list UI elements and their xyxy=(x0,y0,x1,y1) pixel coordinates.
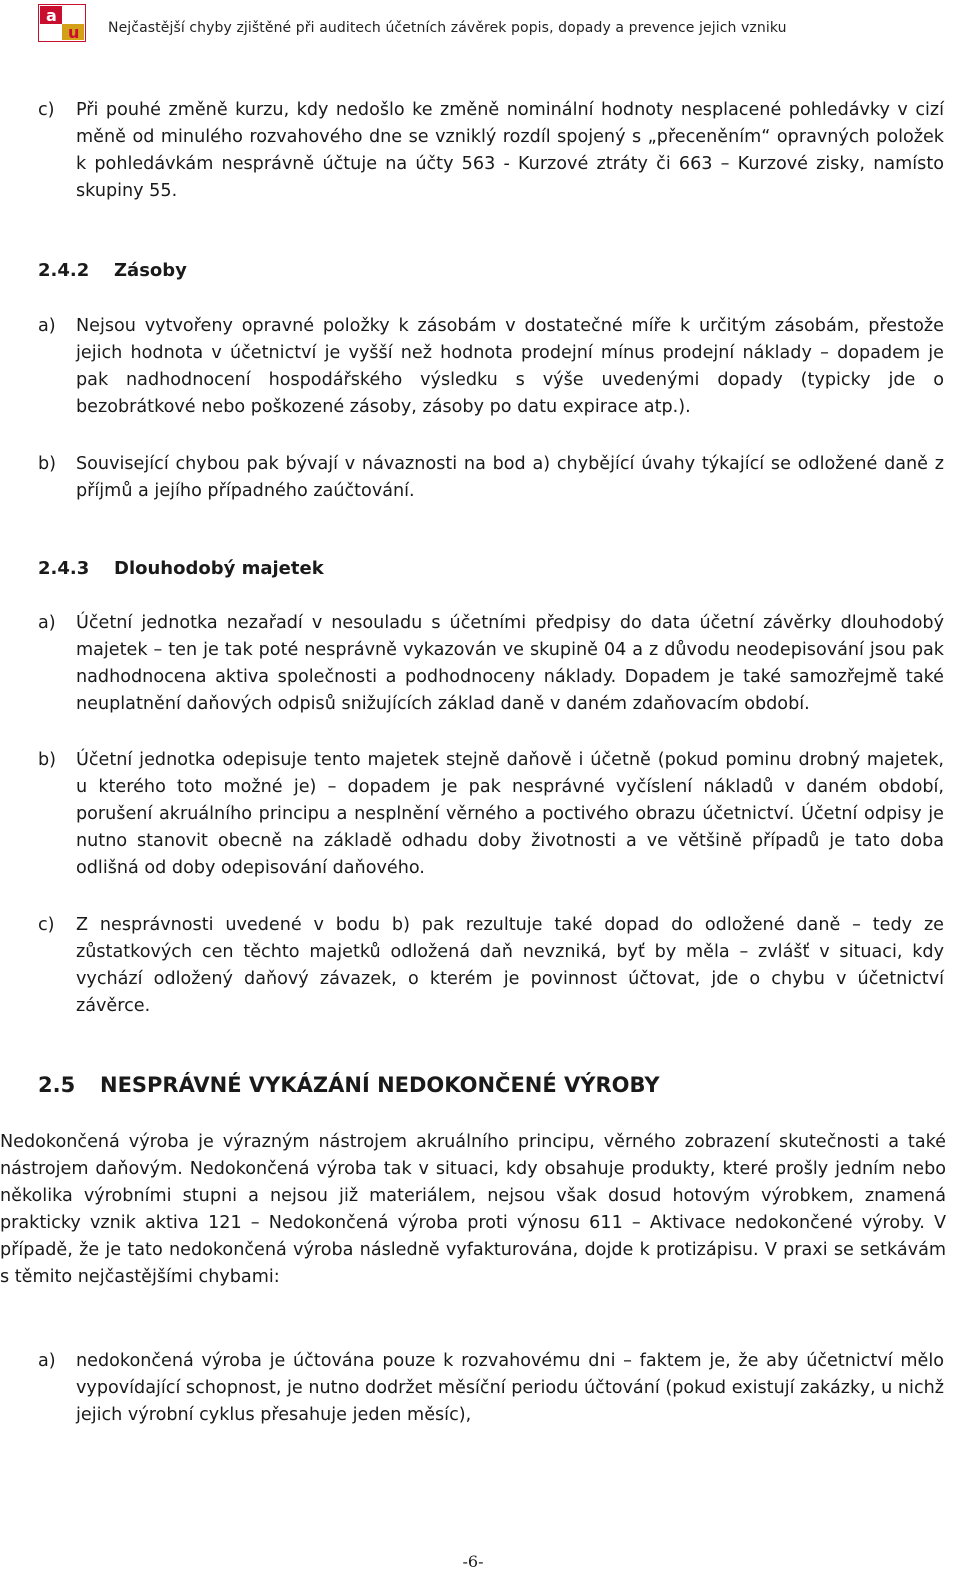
list-item-text: Nejsou vytvořeny opravné položky k zásobám v dostatečné míře k určitým zásobám, přestože jejich hodnota v účetnictví je vyšší než hodnota prodejní mínus prodejní náklady – dopadem je pak nadhodnocení hospodářského výsledku s výše uvedenými dopady (typicky jde o bezobrátkové nebo poškozené zásoby, zásoby po datu expirace atp.). xyxy=(76,316,944,417)
svg-text:u: u xyxy=(68,23,80,42)
list-item-243-c xyxy=(38,912,944,1020)
section-heading-2-4-3 xyxy=(38,558,324,579)
section-heading-2-4-2 xyxy=(38,260,187,281)
svg-text:a: a xyxy=(46,6,57,25)
list-item-label: c) xyxy=(38,915,55,935)
header-title: Nejčastější chyby zjištěné při auditech účetních závěrek popis, dopady a prevence jejich vzniku xyxy=(108,20,787,36)
list-item-text: Účetní jednotka odepisuje tento majetek stejně daňově i účetně (pokud pominu drobný majetek, u kterého toto možné je) – dopadem je pak nesprávné vyčíslení nákladů v daném období, porušení akruálního principu a nesplnění věrného a poctivého obrazu účetnictví. Účetní odpisy je nutno stanovit obecně na základě odhadu doby životnosti a ve většině případů je tato doba odlišná od doby odepisování daňového. xyxy=(76,750,944,878)
list-item-242-a xyxy=(38,313,944,421)
list-item-cont-c xyxy=(38,97,944,205)
section-title: Dlouhodobý majetek xyxy=(114,558,324,579)
list-item-243-a xyxy=(38,610,944,718)
section-number: 2.4.2 xyxy=(38,260,90,281)
section-heading-2-5 xyxy=(38,1073,660,1097)
list-item-label: a) xyxy=(38,613,56,633)
list-item-text: Související chybou pak bývají v návaznosti na bod a) chybějící úvahy týkající se odložené daně z příjmů a jejího případného zaúčtování. xyxy=(76,454,944,501)
list-item-text: Účetní jednotka nezařadí v nesouladu s účetními předpisy do data účetní závěrky dlouhodobý majetek – ten je tak poté nesprávně vykazován ve skupině 04 a z důvodu neodepisování jsou pak nadhodnocena aktiva společnosti a podhodnoceny náklady. Dopadem je také samozřejmě také neuplatnění daňových odpisů snižujících základ daně v daném zdaňovacím období. xyxy=(76,613,944,714)
section-number: 2.5 xyxy=(38,1073,76,1097)
list-item-242-b xyxy=(38,451,944,505)
list-item-text: Z nesprávnosti uvedené v bodu b) pak rezultuje také dopad do odložené daně – tedy ze zůstatkových cen těchto majetků odložená daň nevzniká, byť by měla – zvlášť v situaci, kdy vychází odložený daňový závazek, o kterém je povinnost účtovat, jde o chybu v účetnictví závěrce. xyxy=(76,915,944,1016)
list-item-label: a) xyxy=(38,316,56,336)
section-title: Zásoby xyxy=(114,260,187,281)
page-header xyxy=(0,0,960,44)
list-item-label: c) xyxy=(38,100,55,120)
company-logo xyxy=(38,4,86,42)
list-item-25-a xyxy=(38,1348,944,1429)
section-title: NESPRÁVNÉ VYKÁZÁNÍ NEDOKONČENÉ VÝROBY xyxy=(100,1073,660,1097)
list-item-label: a) xyxy=(38,1351,56,1371)
list-item-243-b xyxy=(38,747,944,882)
section-number: 2.4.3 xyxy=(38,558,90,579)
list-item-text: nedokončená výroba je účtována pouze k rozvahovému dni – faktem je, že aby účetnictví mělo vypovídající schopnost, je nutno dodržet měsíční periodu účtování (pokud existují zakázky, u nichž jejich výrobní cyklus přesahuje jeden měsíc), xyxy=(76,1351,945,1425)
list-item-label: b) xyxy=(38,454,57,474)
page-number: -6- xyxy=(462,1552,484,1571)
section-intro-paragraph: Nedokončená výroba je výrazným nástrojem akruálního principu, věrného zobrazení skutečnosti a také nástrojem daňovým. Nedokončená výroba tak v situaci, kdy obsahuje produkty, které prošly jedním nebo několika výrobními stupni a nejsou již materiálem, nejsou však dosud hotovým výrobkem, znamená prakticky vznik aktiva 121 – Nedokončená výroba proti výnosu 611 – Aktivace nedokončené výroby. V případě, že je tato nedokončená výroba následně vyfakturována, dojde k protizápisu. V praxi se setkávám s těmito nejčastějšími chybami: xyxy=(0,1132,946,1287)
list-item-text: Při pouhé změně kurzu, kdy nedošlo ke změně nominální hodnoty nesplacené pohledávky v cizí měně od minulého rozvahového dne se vzniklý rozdíl spojený s „přeceněním“ opravných položek k pohledávkám nesprávně účtuje na účty 563 - Kurzové ztráty či 663 – Kurzové zisky, namísto skupiny 55. xyxy=(76,100,944,201)
list-item-label: b) xyxy=(38,750,57,770)
